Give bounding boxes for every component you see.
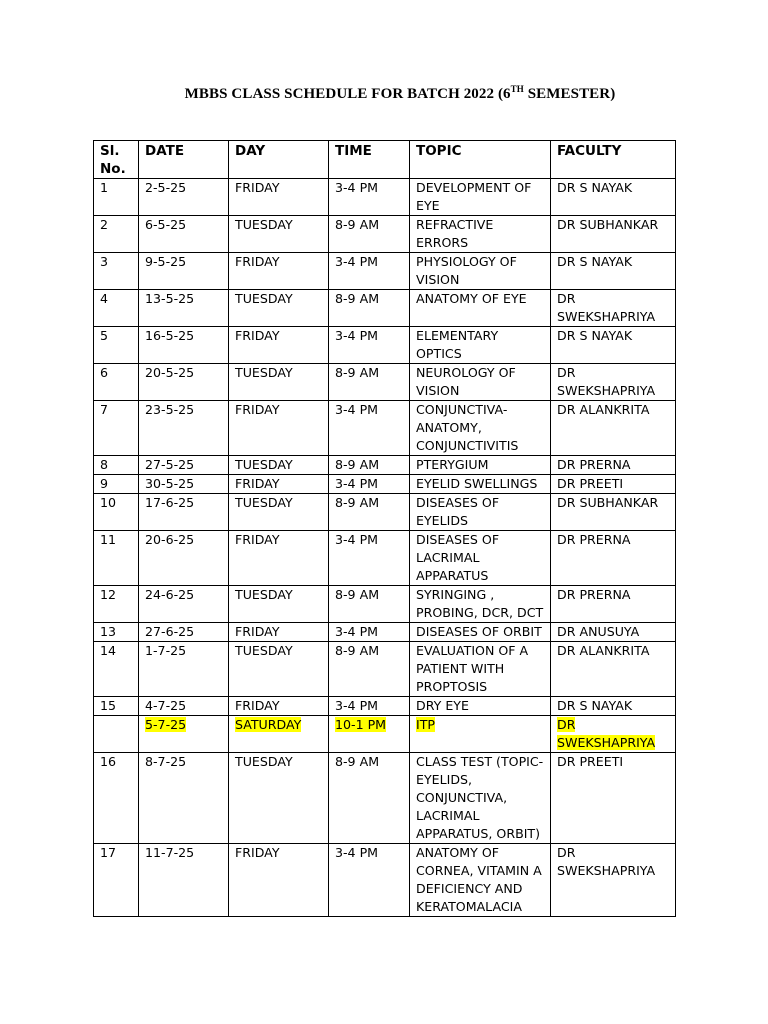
day-cell xyxy=(229,253,329,290)
topic-text: ANATOMY OF EYE xyxy=(416,291,527,306)
faculty-cell xyxy=(551,586,676,623)
faculty-text: DR SWEKSHAPRIYA xyxy=(557,717,656,750)
faculty-cell xyxy=(551,290,676,327)
header-day: DAY xyxy=(229,141,329,179)
day-text: FRIDAY xyxy=(235,624,280,639)
page-title xyxy=(0,86,768,103)
time-cell xyxy=(329,642,410,697)
day-text: TUESDAY xyxy=(235,291,293,306)
topic-text: CONJUNCTIVA-ANATOMY, CONJUNCTIVITIS xyxy=(416,402,519,453)
table-row xyxy=(94,216,676,253)
time-cell xyxy=(329,531,410,586)
date-text: 2-5-25 xyxy=(145,180,187,195)
topic-cell xyxy=(410,494,551,531)
day-text: FRIDAY xyxy=(235,698,280,713)
day-cell xyxy=(229,179,329,216)
time-text: 3-4 PM xyxy=(335,624,379,639)
sl-no-text: 16 xyxy=(100,754,117,769)
table-row xyxy=(94,327,676,364)
topic-text: DISEASES OF LACRIMAL APPARATUS xyxy=(416,532,500,583)
topic-cell xyxy=(410,253,551,290)
day-cell xyxy=(229,401,329,456)
date-text: 30-5-25 xyxy=(145,476,195,491)
topic-cell xyxy=(410,290,551,327)
time-cell xyxy=(329,364,410,401)
date-cell xyxy=(139,753,229,844)
topic-text: DEVELOPMENT OF EYE xyxy=(416,180,532,213)
table-row xyxy=(94,494,676,531)
sl-no-cell xyxy=(94,494,139,531)
topic-cell xyxy=(410,401,551,456)
faculty-text: DR PRERNA xyxy=(557,457,631,472)
table-row xyxy=(94,290,676,327)
table-body xyxy=(94,179,676,917)
sl-no-cell xyxy=(94,253,139,290)
time-cell xyxy=(329,697,410,716)
date-text: 20-6-25 xyxy=(145,532,195,547)
topic-cell xyxy=(410,716,551,753)
faculty-cell xyxy=(551,623,676,642)
sl-no-text: 1 xyxy=(100,180,109,195)
faculty-text: DR ALANKRITA xyxy=(557,402,650,417)
time-text: 8-9 AM xyxy=(335,643,380,658)
day-text: TUESDAY xyxy=(235,495,293,510)
faculty-cell xyxy=(551,253,676,290)
table-row xyxy=(94,697,676,716)
day-text: TUESDAY xyxy=(235,754,293,769)
header-sl-no: Sl. No. xyxy=(94,141,139,179)
title-tail: SEMESTER) xyxy=(523,86,616,102)
topic-text: REFRACTIVE ERRORS xyxy=(416,217,494,250)
date-cell xyxy=(139,531,229,586)
topic-cell xyxy=(410,364,551,401)
header-row xyxy=(94,141,676,179)
faculty-cell xyxy=(551,642,676,697)
date-cell xyxy=(139,586,229,623)
date-cell xyxy=(139,623,229,642)
table-row xyxy=(94,642,676,697)
time-text: 3-4 PM xyxy=(335,532,379,547)
sl-no-text: 7 xyxy=(100,402,109,417)
time-cell xyxy=(329,327,410,364)
faculty-text: DR S NAYAK xyxy=(557,698,633,713)
topic-cell xyxy=(410,586,551,623)
topic-text: EYELID SWELLINGS xyxy=(416,476,538,491)
sl-no-cell xyxy=(94,586,139,623)
table-row xyxy=(94,531,676,586)
day-cell xyxy=(229,216,329,253)
table-row xyxy=(94,716,676,753)
faculty-cell xyxy=(551,494,676,531)
time-text: 8-9 AM xyxy=(335,754,380,769)
topic-text: CLASS TEST (TOPIC-EYELIDS, CONJUNCTIVA, LACRIMAL APPARATUS, ORBIT) xyxy=(416,754,544,841)
day-cell xyxy=(229,623,329,642)
topic-text: PTERYGIUM xyxy=(416,457,489,472)
day-text: FRIDAY xyxy=(235,402,280,417)
header-faculty: FACULTY xyxy=(551,141,676,179)
time-cell xyxy=(329,253,410,290)
time-cell xyxy=(329,586,410,623)
faculty-cell xyxy=(551,456,676,475)
faculty-cell xyxy=(551,216,676,253)
time-cell xyxy=(329,844,410,917)
faculty-text: DR PRERNA xyxy=(557,587,631,602)
time-cell xyxy=(329,456,410,475)
topic-cell xyxy=(410,531,551,586)
day-text: FRIDAY xyxy=(235,328,280,343)
time-text: 8-9 AM xyxy=(335,457,380,472)
date-text: 6-5-25 xyxy=(145,217,187,232)
topic-cell xyxy=(410,179,551,216)
date-text: 27-5-25 xyxy=(145,457,195,472)
sl-no-cell xyxy=(94,290,139,327)
date-text: 27-6-25 xyxy=(145,624,195,639)
sl-no-cell xyxy=(94,642,139,697)
date-cell xyxy=(139,494,229,531)
time-text: 8-9 AM xyxy=(335,291,380,306)
date-cell xyxy=(139,697,229,716)
day-cell xyxy=(229,844,329,917)
sl-no-text: 9 xyxy=(100,476,109,491)
sl-no-cell xyxy=(94,401,139,456)
sl-no-cell xyxy=(94,179,139,216)
faculty-cell xyxy=(551,716,676,753)
day-cell xyxy=(229,494,329,531)
faculty-text: DR PREETI xyxy=(557,476,624,491)
date-text: 24-6-25 xyxy=(145,587,195,602)
time-text: 3-4 PM xyxy=(335,476,379,491)
day-text: TUESDAY xyxy=(235,587,293,602)
date-text: 13-5-25 xyxy=(145,291,195,306)
faculty-text: DR S NAYAK xyxy=(557,254,633,269)
day-cell xyxy=(229,475,329,494)
day-cell xyxy=(229,753,329,844)
sl-no-cell xyxy=(94,623,139,642)
table-row xyxy=(94,844,676,917)
date-cell xyxy=(139,327,229,364)
date-text: 16-5-25 xyxy=(145,328,195,343)
date-cell xyxy=(139,642,229,697)
time-text: 8-9 AM xyxy=(335,495,380,510)
faculty-text: DR SUBHANKAR xyxy=(557,217,659,232)
time-text: 8-9 AM xyxy=(335,217,380,232)
date-cell xyxy=(139,364,229,401)
sl-no-cell xyxy=(94,753,139,844)
time-text: 3-4 PM xyxy=(335,698,379,713)
topic-cell xyxy=(410,844,551,917)
faculty-text: DR SWEKSHAPRIYA xyxy=(557,845,656,878)
topic-text: PHYSIOLOGY OF VISION xyxy=(416,254,517,287)
faculty-cell xyxy=(551,844,676,917)
topic-cell xyxy=(410,216,551,253)
sl-no-text: 4 xyxy=(100,291,109,306)
faculty-cell xyxy=(551,179,676,216)
sl-no-text: 8 xyxy=(100,457,109,472)
faculty-cell xyxy=(551,364,676,401)
faculty-text: DR ALANKRITA xyxy=(557,643,650,658)
topic-text: DISEASES OF ORBIT xyxy=(416,624,542,639)
sl-no-cell xyxy=(94,844,139,917)
time-text: 3-4 PM xyxy=(335,845,379,860)
time-cell xyxy=(329,623,410,642)
faculty-text: DR S NAYAK xyxy=(557,180,633,195)
faculty-cell xyxy=(551,753,676,844)
title-superscript: TH xyxy=(510,84,524,94)
date-text: 9-5-25 xyxy=(145,254,187,269)
sl-no-cell xyxy=(94,327,139,364)
topic-cell xyxy=(410,623,551,642)
table-row xyxy=(94,364,676,401)
faculty-text: DR SWEKSHAPRIYA xyxy=(557,365,656,398)
time-cell xyxy=(329,179,410,216)
topic-text: ANATOMY OF CORNEA, VITAMIN A DEFICIENCY AND KERATOMALACIA xyxy=(416,845,542,914)
sl-no-text: 11 xyxy=(100,532,117,547)
sl-no-text: 12 xyxy=(100,587,117,602)
topic-cell xyxy=(410,697,551,716)
sl-no-cell xyxy=(94,475,139,494)
sl-no-text: 15 xyxy=(100,698,117,713)
time-text: 3-4 PM xyxy=(335,328,379,343)
date-text: 4-7-25 xyxy=(145,698,187,713)
date-cell xyxy=(139,456,229,475)
day-cell xyxy=(229,586,329,623)
topic-text: ITP xyxy=(416,717,436,732)
day-text: TUESDAY xyxy=(235,217,293,232)
date-text: 17-6-25 xyxy=(145,495,195,510)
topic-cell xyxy=(410,327,551,364)
table-row xyxy=(94,401,676,456)
time-cell xyxy=(329,475,410,494)
day-text: FRIDAY xyxy=(235,532,280,547)
day-text: FRIDAY xyxy=(235,254,280,269)
day-text: FRIDAY xyxy=(235,180,280,195)
day-cell xyxy=(229,642,329,697)
time-text: 8-9 AM xyxy=(335,587,380,602)
faculty-cell xyxy=(551,531,676,586)
sl-no-text: 10 xyxy=(100,495,117,510)
table-row xyxy=(94,179,676,216)
date-cell xyxy=(139,401,229,456)
date-text: 1-7-25 xyxy=(145,643,187,658)
header-topic: TOPIC xyxy=(410,141,551,179)
time-cell xyxy=(329,216,410,253)
date-cell xyxy=(139,290,229,327)
topic-cell xyxy=(410,456,551,475)
faculty-cell xyxy=(551,697,676,716)
sl-no-cell xyxy=(94,697,139,716)
sl-no-cell xyxy=(94,456,139,475)
faculty-cell xyxy=(551,401,676,456)
date-text: 20-5-25 xyxy=(145,365,195,380)
time-text: 10-1 PM xyxy=(335,717,387,732)
sl-no-text: 13 xyxy=(100,624,117,639)
day-text: SATURDAY xyxy=(235,717,302,732)
faculty-text: DR ANUSUYA xyxy=(557,624,640,639)
sl-no-text: 14 xyxy=(100,643,117,658)
topic-text: DISEASES OF EYELIDS xyxy=(416,495,500,528)
time-cell xyxy=(329,753,410,844)
time-cell xyxy=(329,494,410,531)
time-text: 3-4 PM xyxy=(335,254,379,269)
topic-text: ELEMENTARY OPTICS xyxy=(416,328,499,361)
time-cell xyxy=(329,290,410,327)
sl-no-cell xyxy=(94,216,139,253)
table-row xyxy=(94,586,676,623)
table-row xyxy=(94,753,676,844)
faculty-text: DR S NAYAK xyxy=(557,328,633,343)
day-text: TUESDAY xyxy=(235,457,293,472)
date-text: 5-7-25 xyxy=(145,717,187,732)
header-time: TIME xyxy=(329,141,410,179)
day-cell xyxy=(229,697,329,716)
date-cell xyxy=(139,716,229,753)
faculty-cell xyxy=(551,475,676,494)
topic-text: NEUROLOGY OF VISION xyxy=(416,365,516,398)
time-text: 3-4 PM xyxy=(335,402,379,417)
date-cell xyxy=(139,475,229,494)
topic-cell xyxy=(410,642,551,697)
faculty-cell xyxy=(551,327,676,364)
sl-no-text: 6 xyxy=(100,365,109,380)
date-text: 23-5-25 xyxy=(145,402,195,417)
time-cell xyxy=(329,716,410,753)
table-row xyxy=(94,253,676,290)
day-text: TUESDAY xyxy=(235,643,293,658)
sl-no-cell xyxy=(94,531,139,586)
day-cell xyxy=(229,327,329,364)
faculty-text: DR PREETI xyxy=(557,754,624,769)
day-text: FRIDAY xyxy=(235,845,280,860)
date-cell xyxy=(139,179,229,216)
sl-no-text: 3 xyxy=(100,254,109,269)
date-text: 11-7-25 xyxy=(145,845,195,860)
date-cell xyxy=(139,844,229,917)
date-text: 8-7-25 xyxy=(145,754,187,769)
date-cell xyxy=(139,253,229,290)
topic-cell xyxy=(410,753,551,844)
faculty-text: DR PRERNA xyxy=(557,532,631,547)
day-text: TUESDAY xyxy=(235,365,293,380)
faculty-text: DR SWEKSHAPRIYA xyxy=(557,291,656,324)
table-row xyxy=(94,475,676,494)
schedule-table xyxy=(93,140,676,917)
sl-no-text: 2 xyxy=(100,217,109,232)
sl-no-cell xyxy=(94,716,139,753)
topic-text: EVALUATION OF A PATIENT WITH PROPTOSIS xyxy=(416,643,529,694)
day-cell xyxy=(229,531,329,586)
faculty-text: DR SUBHANKAR xyxy=(557,495,659,510)
header-date: DATE xyxy=(139,141,229,179)
sl-no-text: 5 xyxy=(100,328,109,343)
day-cell xyxy=(229,456,329,475)
topic-text: SYRINGING , PROBING, DCR, DCT xyxy=(416,587,544,620)
title-main: MBBS CLASS SCHEDULE FOR BATCH 2022 (6 xyxy=(184,86,511,102)
time-text: 3-4 PM xyxy=(335,180,379,195)
day-cell xyxy=(229,364,329,401)
sl-no-text: 17 xyxy=(100,845,117,860)
day-cell xyxy=(229,716,329,753)
sl-no-cell xyxy=(94,364,139,401)
topic-text: DRY EYE xyxy=(416,698,469,713)
time-cell xyxy=(329,401,410,456)
day-text: FRIDAY xyxy=(235,476,280,491)
table-row xyxy=(94,623,676,642)
time-text: 8-9 AM xyxy=(335,365,380,380)
date-cell xyxy=(139,216,229,253)
day-cell xyxy=(229,290,329,327)
topic-cell xyxy=(410,475,551,494)
table-row xyxy=(94,456,676,475)
